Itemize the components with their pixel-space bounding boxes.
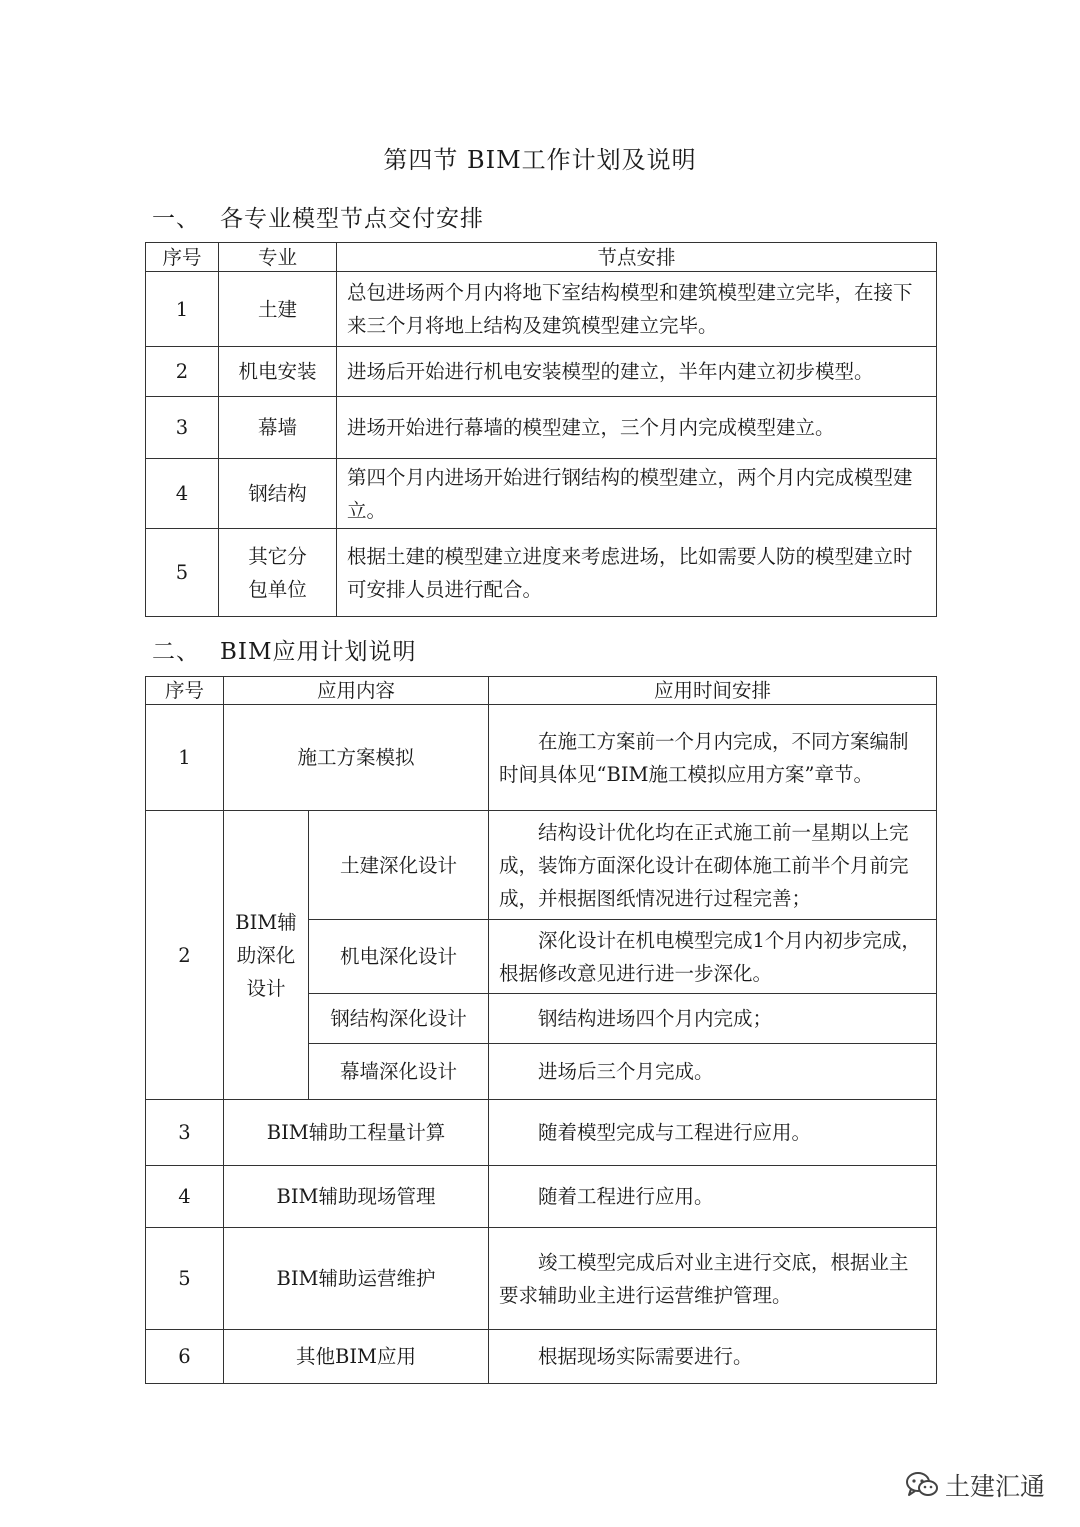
- row-discipline: 钢结构: [219, 459, 337, 529]
- table-row: [146, 1228, 937, 1330]
- row-number: 2: [146, 347, 219, 397]
- section2-title: BIM应用计划说明: [220, 639, 417, 665]
- table-row: [146, 347, 937, 397]
- row-number: 2: [146, 811, 224, 1100]
- row-discipline: 其它分包单位: [219, 529, 337, 617]
- row-time: 根据现场实际需要进行。: [489, 1330, 937, 1384]
- row-time: 在施工方案前一个月内完成，不同方案编制时间具体见“BIM施工模拟应用方案”章节。: [489, 705, 937, 811]
- table-row: [146, 529, 937, 617]
- row-number: 5: [146, 1228, 224, 1330]
- row-number: 3: [146, 1100, 224, 1166]
- row-time: 随着工程进行应用。: [489, 1166, 937, 1228]
- row-number: 3: [146, 397, 219, 459]
- row-content: 土建深化设计: [309, 811, 489, 920]
- row-number: 4: [146, 1166, 224, 1228]
- row-time: 随着模型完成与工程进行应用。: [489, 1100, 937, 1166]
- section2-heading: [152, 633, 417, 666]
- header-cell: 应用内容: [224, 677, 489, 705]
- header-cell: 应用时间安排: [489, 677, 937, 705]
- table-row: [146, 1166, 937, 1228]
- section1-number: 一、: [152, 206, 200, 232]
- row-number: 5: [146, 529, 219, 617]
- row-content: 幕墙深化设计: [309, 1044, 489, 1100]
- row-content: BIM辅助工程量计算: [224, 1100, 489, 1166]
- row-group: BIM辅助深化设计: [224, 811, 309, 1100]
- table-header-row: [146, 677, 937, 705]
- section2-number: 二、: [152, 639, 200, 665]
- table-row: [146, 1330, 937, 1384]
- table-header-row: [146, 243, 937, 272]
- row-schedule: 进场开始进行幕墙的模型建立，三个月内完成模型建立。: [337, 397, 937, 459]
- header-cell: 序号: [146, 677, 224, 705]
- row-schedule: 进场后开始进行机电安装模型的建立，半年内建立初步模型。: [337, 347, 937, 397]
- row-number: 1: [146, 272, 219, 347]
- table-row: [146, 705, 937, 811]
- section1-table: [145, 242, 937, 617]
- section1-title: 各专业模型节点交付安排: [220, 206, 484, 232]
- row-content: 钢结构深化设计: [309, 994, 489, 1044]
- table-row: [146, 272, 937, 347]
- row-discipline: 机电安装: [219, 347, 337, 397]
- row-content: BIM辅助运营维护: [224, 1228, 489, 1330]
- row-time: 钢结构进场四个月内完成；: [489, 994, 937, 1044]
- section1-heading: [152, 200, 484, 233]
- table-row: [146, 1100, 937, 1166]
- row-content: 机电深化设计: [309, 920, 489, 994]
- watermark-text: 土建汇通: [945, 1472, 1046, 1501]
- row-schedule: 总包进场两个月内将地下室结构模型和建筑模型建立完毕，在接下来三个月将地上结构及建筑模型建立完毕。: [337, 272, 937, 347]
- header-cell: 序号: [146, 243, 219, 272]
- row-time: 深化设计在机电模型完成1个月内初步完成，根据修改意见进行进一步深化。: [489, 920, 937, 994]
- table-row: [146, 459, 937, 529]
- header-cell: 专业: [219, 243, 337, 272]
- wechat-icon: [905, 1470, 939, 1500]
- row-discipline: 土建: [219, 272, 337, 347]
- table-row: [146, 811, 937, 920]
- header-cell: 节点安排: [337, 243, 937, 272]
- row-schedule: 第四个月内进场开始进行钢结构的模型建立，两个月内完成模型建立。: [337, 459, 937, 529]
- row-content: 施工方案模拟: [224, 705, 489, 811]
- row-time: 结构设计优化均在正式施工前一星期以上完成，装饰方面深化设计在砌体施工前半个月前完成，并根据图纸情况进行过程完善；: [489, 811, 937, 920]
- row-time: 进场后三个月完成。: [489, 1044, 937, 1100]
- table-row: [146, 397, 937, 459]
- row-schedule: 根据土建的模型建立进度来考虑进场，比如需要人防的模型建立时可安排人员进行配合。: [337, 529, 937, 617]
- row-number: 4: [146, 459, 219, 529]
- row-content: BIM辅助现场管理: [224, 1166, 489, 1228]
- watermark: [905, 1465, 1045, 1505]
- row-number: 1: [146, 705, 224, 811]
- row-time: 竣工模型完成后对业主进行交底，根据业主要求辅助业主进行运营维护管理。: [489, 1228, 937, 1330]
- row-content: 其他BIM应用: [224, 1330, 489, 1384]
- row-number: 6: [146, 1330, 224, 1384]
- row-discipline: 幕墙: [219, 397, 337, 459]
- section2-table: [145, 676, 937, 1384]
- page-title: 第四节 BIM工作计划及说明: [383, 146, 697, 174]
